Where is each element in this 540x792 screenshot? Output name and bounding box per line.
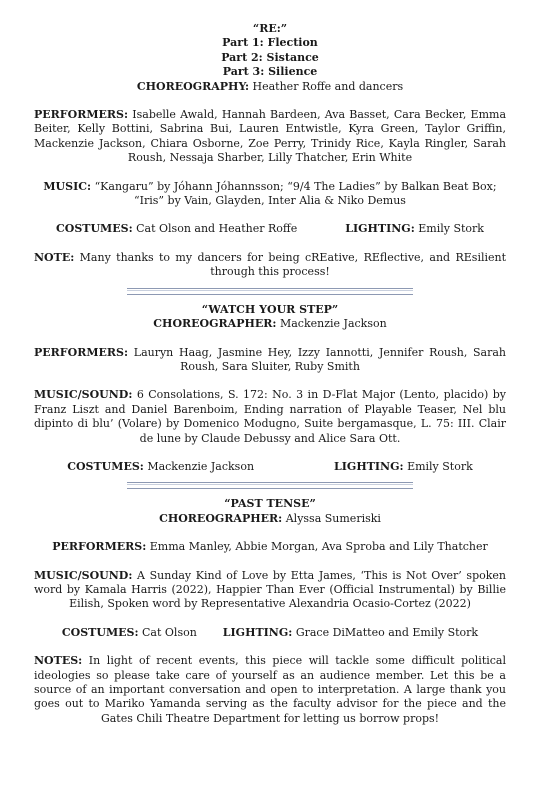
music-sound: MUSIC/SOUND: A Sunday Kind of Love by Etta James, ‘This is Not Over’ spoken word by Kamala Harris (2022), Happier Than Ever (Official Instrumental) by Billie Eilish, Spoken word by Representative Alexandria Ocasio-Cortez (2022) <box>34 568 507 611</box>
lighting: LIGHTING: Emily Stork <box>345 222 484 236</box>
performers: PERFORMERS: Emma Manley, Abbie Morgan, Ava Sproba and Lily Thatcher <box>52 540 488 554</box>
piece-part: Part 3: Silience <box>222 65 318 79</box>
costumes: COSTUMES: Mackenzie Jackson <box>67 459 255 473</box>
performers: PERFORMERS: Isabelle Awald, Hannah Bardeen, Ava Basset, Cara Becker, Emma Beiter, Kelly Bottini, Sabrina Bui, Lauren Entwistle, Kyra Green, Taylor Griffin, Mackenzie Jackson, Chiara Osborne, Zoe Perry, Trinidy Rice, Kayla Ringler, Sarah Roush, Nessaja Sharber, Lilly Thatcher, Erin White <box>34 108 507 165</box>
costumes: COSTUMES: Cat Olson <box>61 625 197 639</box>
lighting: LIGHTING: Emily Stork <box>334 459 473 473</box>
performers: PERFORMERS: Lauryn Haag, Jasmine Hey, Izzy Iannotti, Jennifer Roush, Sarah Roush, Sara Sluiter, Ruby Smith <box>34 345 507 373</box>
section-divider <box>127 288 413 295</box>
piece-watch-your-step <box>34 303 506 475</box>
piece-part: Part 1: Flection <box>222 36 318 50</box>
choreographer-credit: CHOREOGRAPHER: Mackenzie Jackson <box>153 317 387 331</box>
music: MUSIC: “Kangaru” by Jóhann Jóhannsson; “9/4 The Ladies” by Balkan Beat Box; “Iris” by Vain, Glayden, Inter Alia & Niko Demus <box>43 179 497 208</box>
choreographer-credit: CHOREOGRAPHER: Alyssa Sumeriski <box>159 511 381 525</box>
piece-re <box>34 22 506 280</box>
costumes-lighting <box>34 222 506 236</box>
costumes: COSTUMES: Cat Olson and Heather Roffe <box>56 222 298 236</box>
piece-title: “WATCH YOUR STEP” <box>201 302 339 316</box>
costumes-lighting <box>34 460 506 474</box>
note: NOTE: Many thanks to my dancers for being cREative, REflective, and REsilient through this process! <box>34 250 507 279</box>
piece-part: Part 2: Sistance <box>221 50 319 64</box>
piece-title: “RE:” <box>252 22 288 35</box>
piece-title: “PAST TENSE” <box>224 497 316 511</box>
piece-past-tense <box>34 497 506 726</box>
lighting: LIGHTING: Grace DiMatteo and Emily Stork <box>222 625 479 639</box>
music-sound: MUSIC/SOUND: 6 Consolations, S. 172: No. 3 in D-Flat Major (Lento, placido) by Franz Liszt and Daniel Barenboim, Ending narration of Playable Teaser, Nel blu dipinto di blu’ (Volare) by Domenico Modugno, Suite bergamasque, L. 75: III. Clair de lune by Claude Debussy and Alice Sara Ott. <box>34 388 506 445</box>
costumes-lighting <box>34 626 506 640</box>
program-page <box>34 22 506 726</box>
section-divider <box>127 482 413 489</box>
notes: NOTES: In light of recent events, this piece will tackle some difficult political ideologies so please take care of yourself as an audience member. Let this be a source of an important conversation and open to interpretation. A large thank you goes out to Mariko Yamanda serving as the faculty advisor for the piece and the Gates Chili Theatre Department for letting us borrow props! <box>34 654 506 725</box>
choreography-credit: CHOREOGRAPHY: Heather Roffe and dancers <box>136 79 404 93</box>
